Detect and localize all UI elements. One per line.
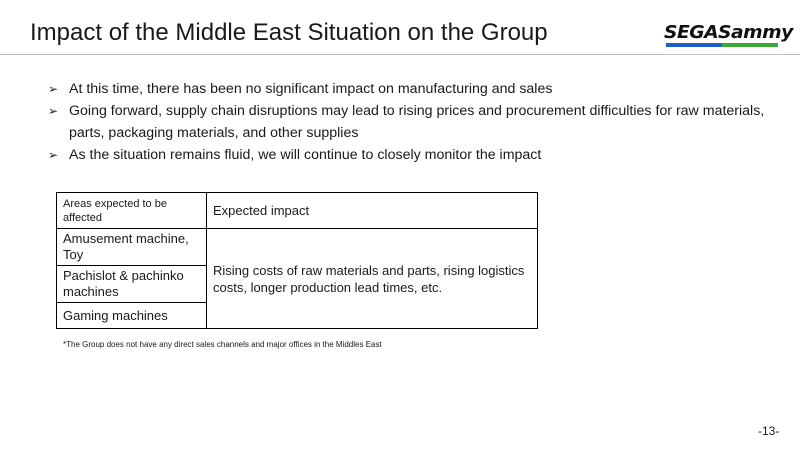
arrow-bullet-icon: ➢ [48,104,59,118]
header-impact-cell: Expected impact [207,193,538,229]
logo-text: SEGASammy [664,22,793,43]
bullet-item [48,100,768,144]
footnote: *The Group does not have any direct sales channels and major offices in the Middles East [63,340,382,349]
page-number: -13- [758,424,780,438]
bullet-text: At this time, there has been no significant impact on manufacturing and sales [69,81,553,97]
bullet-text: As the situation remains fluid, we will continue to closely monitor the impact [69,147,542,163]
page-title: Impact of the Middle East Situation on the Group [30,19,548,46]
impact-cell: Rising costs of raw materials and parts, rising logistics costs, longer production lead times, etc. [207,229,538,329]
logo-bar-green [722,43,778,47]
logo-underline [666,43,778,47]
logo-bar-blue [666,43,722,47]
arrow-bullet-icon: ➢ [48,148,59,162]
table-header-row [57,193,538,229]
bullet-item [48,144,768,166]
table-row [57,229,538,266]
area-cell: Gaming machines [57,303,207,329]
arrow-bullet-icon: ➢ [48,82,59,96]
area-cell: Pachislot & pachinko machines [57,266,207,303]
area-cell: Amusement machine, Toy [57,229,207,266]
sega-sammy-logo [664,22,793,48]
header-area-cell: Areas expected to be affected [57,193,207,229]
bullet-text: Going forward, supply chain disruptions may lead to rising prices and procurement difficulties for raw materials, parts, packaging materials, and other supplies [69,103,765,141]
bullet-item [48,78,768,100]
impact-table [56,192,538,329]
bullet-list [48,78,768,166]
title-divider [0,54,800,55]
